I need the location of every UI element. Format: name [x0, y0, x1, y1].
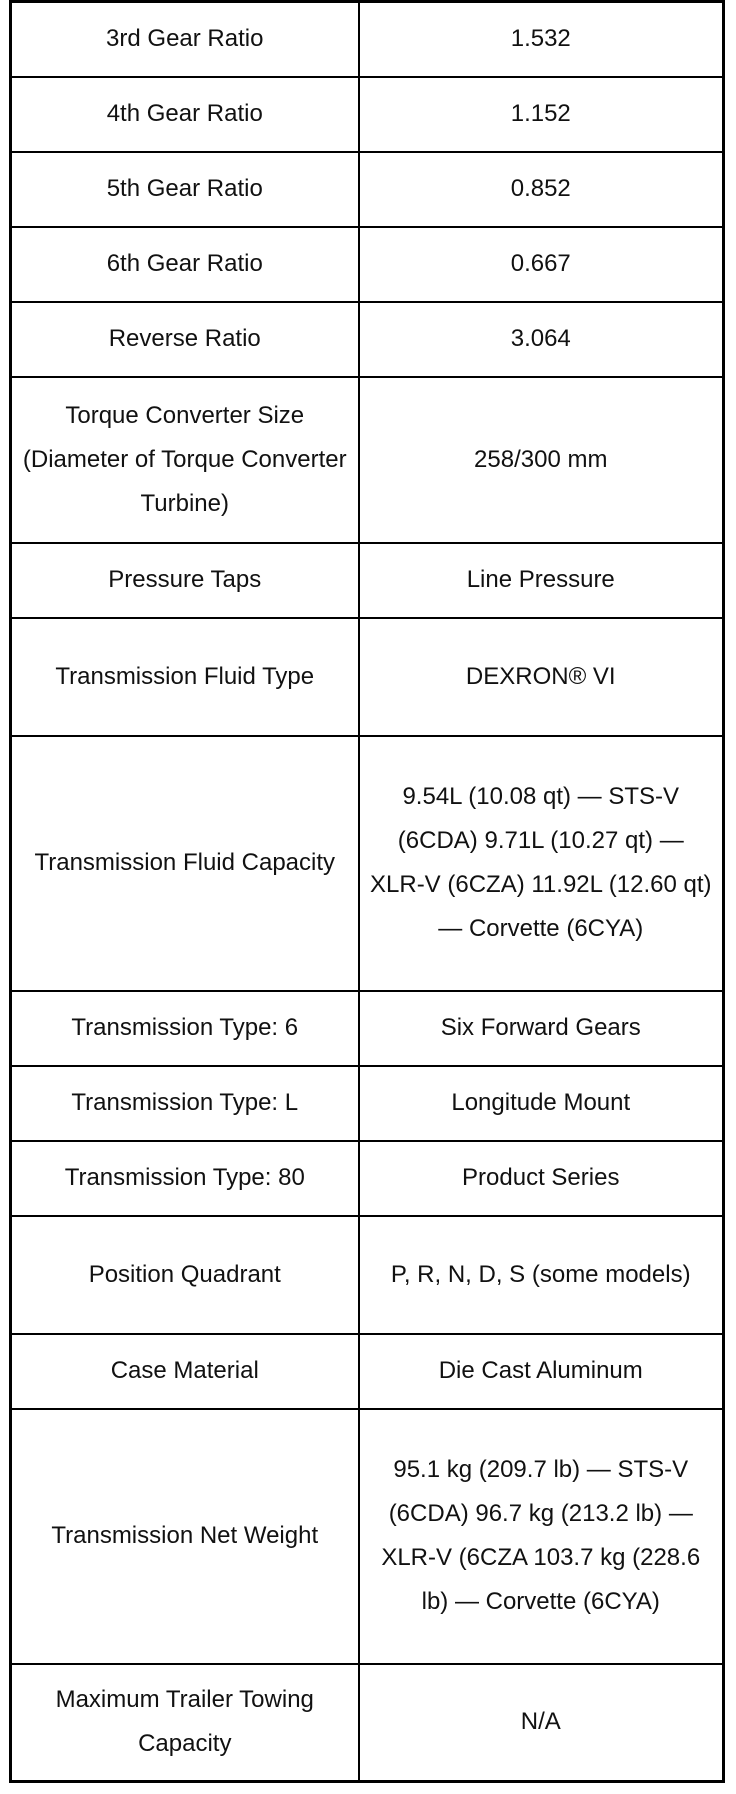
spec-value: 3.064: [359, 302, 724, 377]
spec-label: Transmission Type: 6: [11, 991, 359, 1066]
spec-label: Position Quadrant: [11, 1216, 359, 1334]
spec-value: 0.852: [359, 152, 724, 227]
spec-label: Transmission Net Weight: [11, 1409, 359, 1664]
table-row: [11, 736, 724, 991]
spec-label: Transmission Type: L: [11, 1066, 359, 1141]
spec-value: 1.152: [359, 77, 724, 152]
table-row: [11, 152, 724, 227]
spec-value: Product Series: [359, 1141, 724, 1216]
spec-label: 6th Gear Ratio: [11, 227, 359, 302]
table-row: [11, 302, 724, 377]
spec-value: 258/300 mm: [359, 377, 724, 543]
spec-value: Line Pressure: [359, 543, 724, 618]
spec-value: P, R, N, D, S (some models): [359, 1216, 724, 1334]
spec-value: 9.54L (10.08 qt) — STS-V (6CDA) 9.71L (10.27 qt) — XLR-V (6CZA) 11.92L (12.60 qt) — Corvette (6CYA): [359, 736, 724, 991]
spec-value: 1.532: [359, 2, 724, 77]
spec-label: Torque Converter Size (Diameter of Torque Converter Turbine): [11, 377, 359, 543]
spec-label: 4th Gear Ratio: [11, 77, 359, 152]
table-row: [11, 543, 724, 618]
specifications-table: [9, 0, 725, 1783]
table-row: [11, 2, 724, 77]
table-row: [11, 1334, 724, 1409]
spec-value: Six Forward Gears: [359, 991, 724, 1066]
spec-label: Maximum Trailer Towing Capacity: [11, 1664, 359, 1782]
table-row: [11, 1216, 724, 1334]
spec-label: 3rd Gear Ratio: [11, 2, 359, 77]
table-row: [11, 77, 724, 152]
table-row: [11, 1141, 724, 1216]
table-row: [11, 377, 724, 543]
table-row: [11, 618, 724, 736]
table-row: [11, 1409, 724, 1664]
spec-label: Case Material: [11, 1334, 359, 1409]
spec-value: DEXRON® VI: [359, 618, 724, 736]
spec-label: Pressure Taps: [11, 543, 359, 618]
spec-value: Longitude Mount: [359, 1066, 724, 1141]
spec-label: Reverse Ratio: [11, 302, 359, 377]
table-row: [11, 991, 724, 1066]
spec-value: 0.667: [359, 227, 724, 302]
spec-label: Transmission Type: 80: [11, 1141, 359, 1216]
table-row: [11, 1664, 724, 1782]
spec-label: 5th Gear Ratio: [11, 152, 359, 227]
spec-value: 95.1 kg (209.7 lb) — STS-V (6CDA) 96.7 kg (213.2 lb) — XLR-V (6CZA 103.7 kg (228.6 lb) — Corvette (6CYA): [359, 1409, 724, 1664]
table-row: [11, 227, 724, 302]
table-row: [11, 1066, 724, 1141]
spec-label: Transmission Fluid Capacity: [11, 736, 359, 991]
spec-label: Transmission Fluid Type: [11, 618, 359, 736]
spec-value: Die Cast Aluminum: [359, 1334, 724, 1409]
spec-value: N/A: [359, 1664, 724, 1782]
